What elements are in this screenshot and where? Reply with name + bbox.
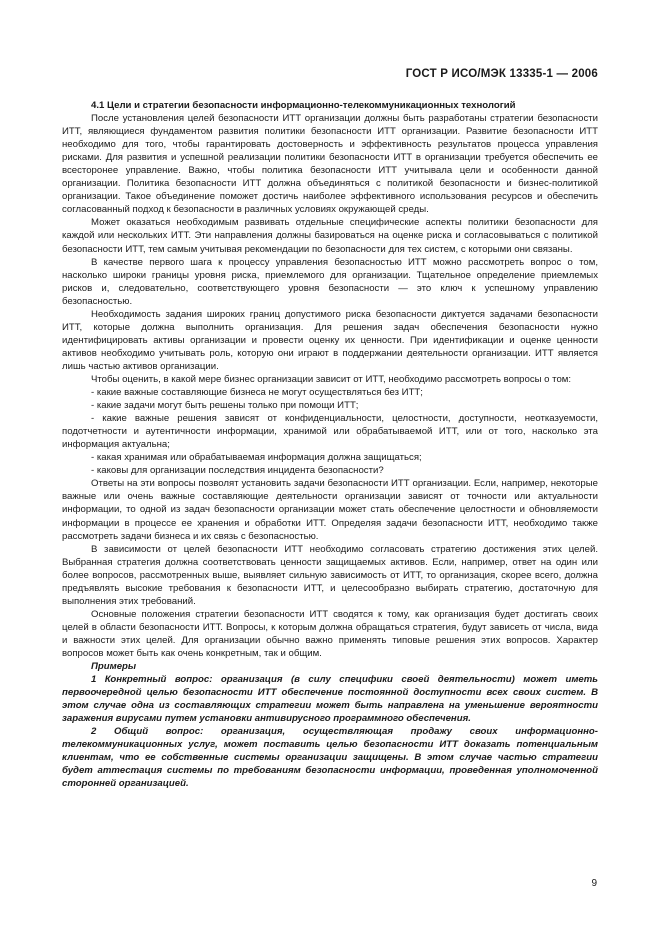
question-item: - какая хранимая или обрабатываемая информация должна защищаться; [91, 452, 422, 464]
paragraph: Ответы на эти вопросы позволят установить задачи безопасности ИТТ организации. Если, например, некоторые важные или очень важные составляющие деятельности организации зависят от точности или актуальности информации, то одной из задач безопасности организации может стать обеспечение целостности и обновляемости информации в процессе ее хранения и обработки ИТТ. Определяя задачи безопасности ИТТ, необходимо также рассмотреть задачи бизнеса и их связь с безопасностью. [62, 478, 598, 542]
paragraph: Основные положения стратегии безопасности ИТТ сводятся к тому, как организация будет достигать своих целей в области безопасности ИТТ. Вопросы, к которым должна обращаться стратегия, будут зависеть от числа, вида и важности этих целей. Для организации обычно важно применять типовые решения этих вопросов. Характер вопросов может быть как очень конкретным, так и общим. [62, 608, 598, 659]
example-item: 1 Конкретный вопрос: организация (в силу специфики своей деятельности) может иметь первоочередной целью безопасности ИТТ обеспечение постоянной доступности всех своих систем. В этом случае одна из составляющих стратегии может быть направлена на уменьшение вероятности заражения вирусами путем установки антивирусного программного обеспечения. [62, 674, 598, 725]
example-item: 2 Общий вопрос: организация, осуществляющая продажу своих информационно-телекоммуникационных услуг, может поставить целью безопасности ИТТ доказать потенциальным клиентам, что ее собственные системы организации защищены. В этом случае частью стратегии будет аттестация системы по требованиям безопасности информации, проведенная уполномоченной сторонней организацией. [62, 726, 598, 790]
paragraph: В зависимости от целей безопасности ИТТ необходимо согласовать стратегию достижения этих целей. Выбранная стратегия должна соответствовать ценности защищаемых активов. Если, например, ответ на один или более вопросов, рассмотренных выше, выявляет сильную зависимость от ИТТ, то организация, скорее всего, должна предъявлять высокие требования к безопасности ИТТ, и целесообразно выбирать стратегию, достаточную для выполнения этих требований. [62, 543, 598, 607]
paragraph: В качестве первого шага к процессу управления безопасностью ИТТ можно рассмотреть вопрос о том, насколько широки границы уровня риска, приемлемого для организации. Тщательное определение приемлемых рисков и, следовательно, соответствующего уровня безопасности — это ключ к успешному управлению безопасностью. [62, 256, 598, 307]
paragraph: После установления целей безопасности ИТТ организации должны быть разработаны стратегии безопасности ИТТ, являющиеся фундаментом развития политики безопасности ИТТ организации. Развитие безопасности ИТТ необходимо для того, чтобы гарантировать достоверность и эффективность результатов процесса управления рисками. Для развития и успешной реализации политики безопасности ИТТ в организации требуется обеспечить ее всесторонее управление. Важно, чтобы политика безопасности ИТТ учитывала цели и особенности данной организации. Политика безопасности ИТТ должна объединяться с политикой безопасности и бизнес-политикой организации. Такое объединение поможет достичь наиболее эффективного использования ресурсов и обеспечить согласованный подход к безопасности в различных условиях окружающей среды. [62, 113, 598, 216]
question-item: - какие важные составляющие бизнеса не могут осуществляться без ИТТ; [91, 387, 423, 399]
paragraph: Необходимость задания широких границ допустимого риска безопасности диктуется задачами безопасности ИТТ, которые должна выполнить организация. Для решения задач обеспечения безопасности нужно идентифицировать активы организации и провести оценку их ценности. При идентификации и оценке ценности активов необходимо учитывать роль, которую они играют в поддержании деятельности организации. ИТТ является лишь частью активов организации. [62, 308, 598, 372]
paragraph: Может оказаться необходимым развивать отдельные специфические аспекты политики безопасности для каждой или нескольких ИТТ. Эти направления должны базироваться на оценке риска и согласовываться с политикой безопасности ИТТ, тем самым учитывая рекомендации по безопасности для тех систем, с которыми они связаны. [62, 217, 598, 255]
page-number: 9 [591, 878, 597, 889]
question-item: - каковы для организации последствия инцидента безопасности? [91, 465, 384, 477]
question-item: - какие задачи могут быть решены только при помощи ИТТ; [91, 400, 359, 412]
paragraph: Чтобы оценить, в какой мере бизнес организации зависит от ИТТ, необходимо рассмотреть вопросы о том: [91, 373, 572, 385]
examples-title: Примеры [91, 661, 137, 673]
document-body [62, 99, 598, 790]
section-title: 4.1 Цели и стратегии безопасности информационно-телекоммуникационных технологий [91, 100, 516, 111]
question-item: - какие важные решения зависят от конфиденциальности, целостности, доступности, неотказуемости, подотчетности и аутентичности информации, хранимой или обрабатываемой ИТТ, или от того, насколько эта информация актуальна; [62, 413, 598, 451]
document-header: ГОСТ Р ИСО/МЭК 13335-1 — 2006 [405, 68, 598, 80]
